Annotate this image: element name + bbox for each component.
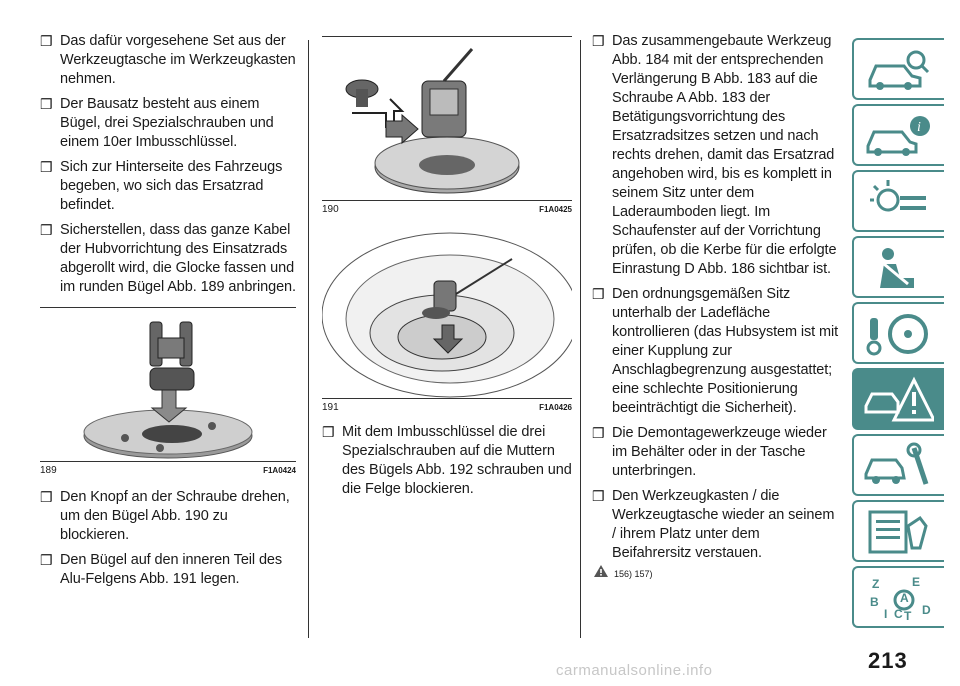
car-info-icon	[864, 112, 934, 160]
list-item	[40, 32, 296, 89]
checkbox-bullet-icon: ❒	[592, 286, 605, 302]
bullet-list-top	[40, 32, 296, 297]
warning-lights-icon	[864, 178, 934, 226]
spare-wheel-illustration	[322, 229, 572, 399]
figure-number: 190	[322, 204, 339, 215]
checkbox-bullet-icon: ❒	[40, 33, 53, 49]
figure-191	[322, 229, 572, 415]
tab-warning-lights[interactable]	[852, 170, 944, 232]
warning-refs-text: 156) 157)	[614, 569, 653, 579]
list-item-text: Das zusammengebaute Werkzeug Abb. 184 mit der entsprechenden Verlängerung B Abb. 183 auf die Schraube A Abb. 183 der Betätigungsvorrichtung des Ersatzradsitzes setzen und nach rechts drehen, damit das Ersatzrad angehoben wird, bis es komplett in seinem Sitz unter dem Laderaumboden liegt. Im Schaufenster auf der Vorrichtung prüfen, ob die Kerbe für die erfolgte Einrastung D Abb. 186 sichtbar ist.	[612, 33, 837, 277]
index-letter: T	[904, 609, 912, 622]
column-divider	[308, 40, 309, 638]
list-item	[322, 423, 572, 499]
bullet-list	[322, 423, 572, 499]
car-search-icon	[864, 46, 934, 94]
bullet-list	[592, 32, 842, 563]
svg-text:i: i	[917, 120, 921, 135]
list-item	[592, 32, 842, 279]
figure-190	[322, 36, 572, 217]
list-item-text: Mit dem Imbusschlüssel die drei Spezialschrauben auf die Muttern des Bügels Abb. 192 schrauben und die Felge blockieren.	[342, 424, 572, 497]
list-item-text: Das dafür vorgesehene Set aus der Werkzeugtasche im Werkzeugkasten nehmen.	[60, 33, 296, 87]
car-warning-icon	[864, 376, 934, 424]
index-letter: E	[912, 575, 921, 589]
tab-alphabet-index[interactable]	[852, 566, 944, 628]
checkbox-bullet-icon: ❒	[40, 552, 53, 568]
checkbox-bullet-icon: ❒	[40, 222, 53, 238]
tab-car-warning[interactable]	[852, 368, 944, 430]
checkbox-bullet-icon: ❒	[592, 488, 605, 504]
index-letter: A	[900, 591, 909, 605]
list-item	[40, 551, 296, 589]
tab-seat-airbag[interactable]	[852, 236, 944, 298]
list-item-text: Sicherstellen, dass das ganze Kabel der Hubvorrichtung des Einsatzrads abgerollt wird, die Glocke fassen und im runden Bügel Abb. 189 anbringen.	[60, 222, 296, 295]
index-letter: I	[884, 607, 888, 621]
alphabet-index-icon	[864, 574, 934, 622]
index-letter: D	[922, 603, 931, 617]
index-letter: C	[894, 607, 903, 621]
warning-triangle-icon	[594, 565, 608, 577]
column-right	[592, 32, 842, 579]
checkbox-bullet-icon: ❒	[322, 424, 335, 440]
checkbox-bullet-icon: ❒	[40, 96, 53, 112]
list-item	[40, 158, 296, 215]
figure-189	[40, 307, 296, 478]
list-item	[592, 487, 842, 563]
checkbox-bullet-icon: ❒	[40, 489, 53, 505]
page-number: 213	[868, 648, 908, 673]
steering-key-icon	[864, 310, 934, 358]
watermark: carmanualsonline.info	[556, 662, 713, 679]
bracket-knob-illustration	[322, 37, 572, 201]
list-item-text: Die Demontagewerkzeuge wieder im Behälter oder in der Tasche unterbringen.	[612, 425, 827, 479]
list-item	[40, 221, 296, 297]
bullet-list-bottom	[40, 488, 296, 589]
tab-car-info[interactable]	[852, 104, 944, 166]
figure-code: F1A0426	[539, 403, 572, 412]
checkbox-bullet-icon: ❒	[592, 33, 605, 49]
column-left	[40, 32, 296, 595]
warning-reference	[592, 569, 842, 579]
figure-code: F1A0425	[539, 205, 572, 214]
list-item	[40, 95, 296, 152]
seat-airbag-icon	[864, 244, 934, 292]
spec-list-icon	[864, 508, 934, 556]
list-item-text: Der Bausatz besteht aus einem Bügel, drei Spezialschrauben und einem 10er Imbusschlüssel.	[60, 96, 274, 150]
checkbox-bullet-icon: ❒	[40, 159, 53, 175]
tab-car-wrench[interactable]	[852, 434, 944, 496]
list-item	[40, 488, 296, 545]
checkbox-bullet-icon: ❒	[592, 425, 605, 441]
list-item	[592, 285, 842, 418]
tab-steering-key[interactable]	[852, 302, 944, 364]
list-item-text: Den ordnungsgemäßen Sitz unterhalb der Ladefläche kontrollieren (das Hubsystem ist mit einer Kupplung zur Anschlagbegrenzung ausgestattet; eine schlechte Positionierung beeinträchtigt die Sicherheit).	[612, 286, 839, 416]
column-divider	[580, 40, 581, 638]
index-letter: Z	[872, 577, 880, 591]
tab-car-search[interactable]	[852, 38, 944, 100]
chapter-tabs	[852, 38, 944, 632]
list-item-text: Sich zur Hinterseite des Fahrzeugs begeben, wo sich das Ersatzrad befindet.	[60, 159, 283, 213]
list-item-text: Den Knopf an der Schraube drehen, um den Bügel Abb. 190 zu blockieren.	[60, 489, 290, 543]
list-item-text: Den Bügel auf den inneren Teil des Alu-Felgens Abb. 191 legen.	[60, 552, 283, 587]
figure-code: F1A0424	[263, 466, 296, 475]
bracket-assembly-illustration	[40, 308, 296, 462]
figure-number: 189	[40, 465, 57, 476]
tab-spec-list[interactable]	[852, 500, 944, 562]
column-middle	[322, 32, 572, 505]
car-wrench-icon	[864, 442, 934, 490]
index-letter: B	[870, 595, 879, 609]
list-item	[592, 424, 842, 481]
list-item-text: Den Werkzeugkasten / die Werkzeugtasche wieder an seinem / ihrem Platz unter dem Beifahrersitz verstauen.	[612, 488, 835, 561]
figure-number: 191	[322, 402, 339, 413]
